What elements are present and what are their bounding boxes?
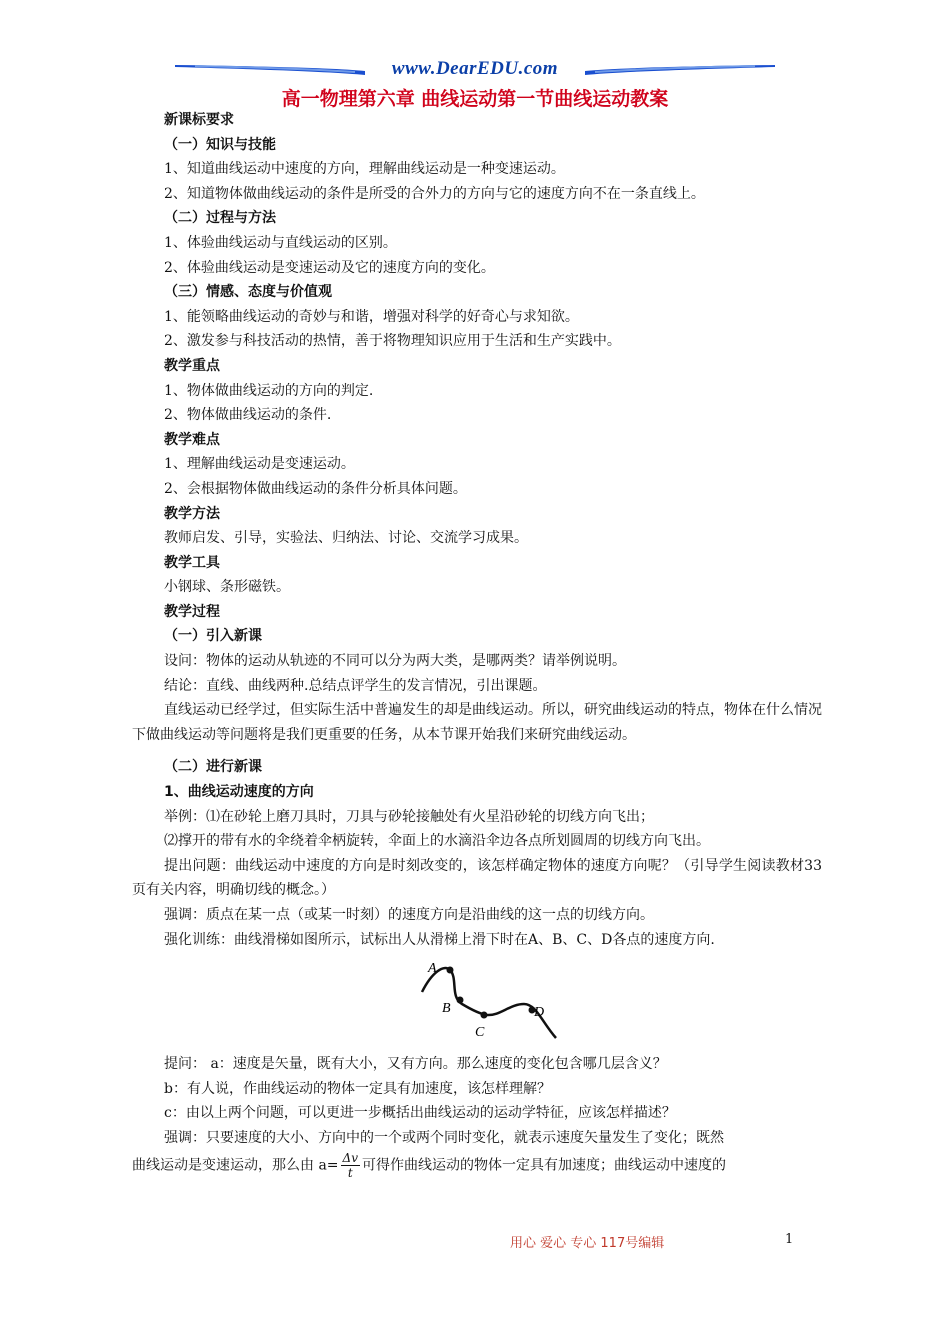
- text-line: 2、激发参与科技活动的热情，善于将物理知识应用于生活和生产实践中。: [164, 333, 621, 350]
- text-line: 1、体验曲线运动与直线运动的区别。: [164, 234, 397, 251]
- document-title: 高一物理第六章 曲线运动第一节曲线运动教案: [281, 88, 669, 110]
- text-line: 1、理解曲线运动是变速运动。: [164, 456, 355, 473]
- section-heading: 教学过程: [164, 603, 220, 620]
- subsection-heading: （三）情感、态度与价值观: [164, 284, 332, 301]
- text-line: 提问： a：速度是矢量，既有大小，又有方向。那么速度的变化包含哪几层含义？: [164, 1056, 667, 1073]
- text-line: 2、物体做曲线运动的条件.: [164, 407, 332, 424]
- page-number: 1: [785, 1232, 794, 1247]
- text-line: 强调：只要速度的大小、方向中的一个或两个同时变化，就表示速度矢量发生了变化；既然: [164, 1129, 724, 1146]
- subsection-heading: （二）过程与方法: [164, 210, 276, 227]
- text-line: 举例：⑴在砂轮上磨刀具时，刀具与砂轮接触处有火星沿砂轮的切线方向飞出；: [164, 808, 654, 825]
- subsection-heading: （一）知识与技能: [164, 136, 276, 153]
- point-c: [481, 1012, 488, 1019]
- site-url: www.DearEDU.com: [391, 58, 559, 79]
- formula-prefix: 曲线运动是变速运动，那么由 a=: [132, 1157, 339, 1174]
- slide-figure: [132, 952, 822, 1052]
- text-line: 设问：物体的运动从轨迹的不同可以分为两大类，是哪两类？请举例说明。: [164, 653, 626, 670]
- subsection-heading: （一）引入新课: [164, 628, 262, 645]
- text-line: b：有人说，作曲线运动的物体一定具有加速度，该怎样理解？: [164, 1080, 551, 1097]
- text-line: 2、会根据物体做曲线运动的条件分析具体问题。: [164, 480, 467, 497]
- section-heading: 教学工具: [164, 554, 220, 571]
- label-c: C: [475, 1025, 485, 1041]
- text-line: 1、知道曲线运动中速度的方向，理解曲线运动是一种变速运动。: [164, 161, 565, 178]
- label-b: B: [442, 1001, 451, 1017]
- acceleration-fraction: [341, 1151, 360, 1180]
- text-line: ⑵撑开的带有水的伞绕着伞柄旋转，伞面上的水滴沿伞边各点所划圆周的切线方向飞出。: [164, 833, 710, 850]
- text-line: 1、物体做曲线运动的方向的判定.: [164, 382, 374, 399]
- slide-curve-diagram: [132, 952, 822, 1052]
- label-a: A: [428, 961, 437, 977]
- text-line: 强化训练：曲线滑梯如图所示，试标出人从滑梯上滑下时在A、B、C、D各点的速度方向.: [164, 931, 715, 948]
- text-line: 小钢球、条形磁铁。: [164, 579, 290, 596]
- text-line: 1、能领略曲线运动的奇妙与和谐，增强对科学的好奇心与求知欲。: [164, 308, 579, 325]
- paragraph: 直线运动已经学过，但实际生活中普遍发生的却是曲线运动。所以，研究曲线运动的特点，物体在什么情况下做曲线运动等问题将是我们更重要的任务，从本节课开始我们来研究曲线运动。: [132, 702, 822, 743]
- subsection-heading: 1、曲线运动速度的方向: [164, 784, 314, 801]
- fraction-denominator: t: [347, 1165, 353, 1180]
- text-line: 教师启发、引导，实验法、归纳法、讨论、交流学习成果。: [164, 530, 528, 547]
- section-heading: 教学方法: [164, 505, 220, 522]
- text-line: 结论：直线、曲线两种.总结点评学生的发言情况，引出课题。: [164, 677, 547, 694]
- point-b: [457, 997, 464, 1004]
- section-heading: 教学难点: [164, 431, 220, 448]
- formula-suffix: 可得作曲线运动的物体一定具有加速度；曲线运动中速度的: [361, 1157, 726, 1174]
- text-line: 2、体验曲线运动是变速运动及它的速度方向的变化。: [164, 259, 495, 276]
- footer-text: 用心 爱心 专心 117号编辑: [510, 1236, 665, 1251]
- text-line-formula: [132, 1151, 822, 1180]
- text-line: c：由以上两个问题，可以更进一步概括出曲线运动的运动学特征，应该怎样描述？: [164, 1105, 676, 1122]
- label-d: D: [534, 1005, 545, 1021]
- document-body: [132, 108, 822, 1180]
- point-a: [447, 967, 454, 974]
- paragraph: 提出问题：曲线运动中速度的方向是时刻改变的，该怎样确定物体的速度方向呢？（引导学生阅读教材33页有关内容，明确切线的概念。）: [132, 857, 822, 899]
- section-heading: 新课标要求: [164, 112, 234, 128]
- section-heading: 教学重点: [164, 357, 220, 374]
- fraction-numerator: Δv: [342, 1150, 358, 1165]
- text-line: 强调：质点在某一点（或某一时刻）的速度方向是沿曲线的这一点的切线方向。: [164, 907, 654, 923]
- text-line: 2、知道物体做曲线运动的条件是所受的合外力的方向与它的速度方向不在一条直线上。: [164, 185, 705, 202]
- subsection-heading: （二）进行新课: [164, 759, 262, 776]
